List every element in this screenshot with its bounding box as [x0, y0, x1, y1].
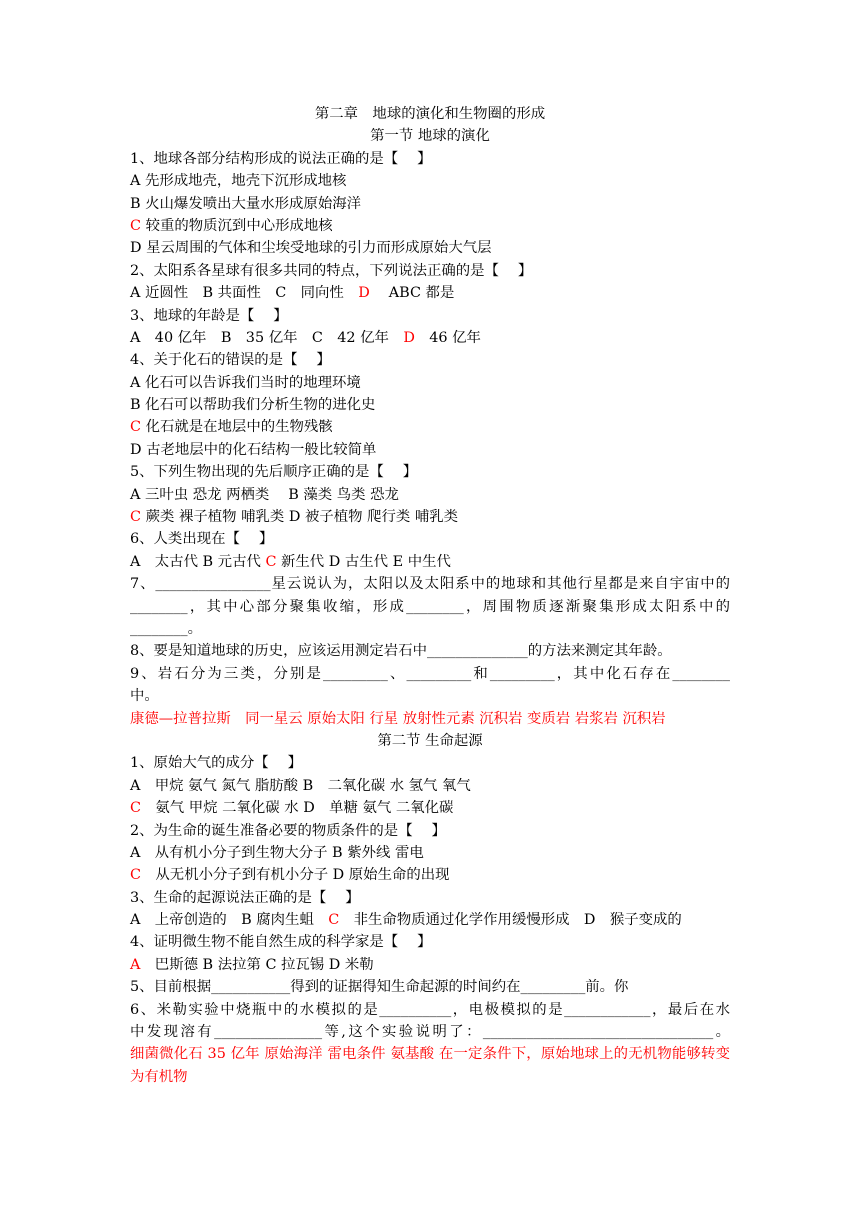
s1-q5-options-cd	[130, 506, 730, 528]
s1-q7-line3: ________。	[130, 620, 202, 637]
s1-q9-line2: 中。	[130, 688, 159, 705]
s1-q5-options-ab: A 三叶虫 恐龙 两栖类 B 藻类 鸟类 恐龙	[130, 486, 399, 503]
s2-q1-options-cd	[130, 797, 730, 819]
s2-q2-question: 2、为生命的诞生准备必要的物质条件的是【 】	[130, 822, 446, 839]
s1-q1-option-c-text: 较重的物质沉到中心形成地核	[141, 217, 333, 234]
s1-q4-answer-letter: C	[130, 419, 142, 436]
s1-q5-answer-letter: C	[130, 509, 142, 526]
s1-q7-line1: 7、________________星云说认为，太阳以及太阳系中的地球和其他行星都是来自宇宙中的	[130, 576, 730, 593]
s1-q4-option-c	[130, 416, 730, 438]
s2-q4-question: 4、证明微生物不能自然生成的科学家是【 】	[130, 934, 432, 951]
s2-q2-options-cd	[130, 864, 730, 886]
s1-q4-option-d: D 古老地层中的化石结构一般比较简单	[130, 441, 377, 458]
s1-q5-question: 5、下列生物出现的先后顺序正确的是【 】	[130, 464, 418, 481]
s1-q2-options-prefix: A 近圆性 B 共面性 C 同向性	[130, 285, 359, 302]
s1-q9-line1: 9、岩石分为三类，分别是_________、_________和_________，其中化石存在________	[130, 665, 730, 682]
s2-answers: 细菌微化石 35 亿年 原始海洋 雷电条件 氨基酸 在一定条件下，原始地球上的无机物能够转变为有机物	[130, 1046, 730, 1085]
s2-q6-line1: 6、米勒实验中烧瓶中的水模拟的是__________，电极模拟的是____________，最后在水	[130, 1001, 730, 1018]
s2-q6-line2: 中发现溶有_______________等,这个实验说明了：________________________________。	[130, 1024, 730, 1041]
s1-q3-options-prefix: A 40 亿年 B 35 亿年 C 42 亿年	[130, 329, 404, 346]
s2-q1-question: 1、原始大气的成分【 】	[130, 755, 303, 772]
s2-q3-question: 3、生命的起源说法正确的是【 】	[130, 889, 360, 906]
s1-q6-options	[130, 551, 730, 573]
s2-q5: 5、目前根据___________得到的证据得知生命起源的时间约在_________前。你	[130, 979, 629, 996]
s1-q2-options	[130, 282, 730, 304]
s2-q1-answer-letter: C	[130, 800, 142, 817]
s1-q6-question: 6、人类出现在【 】	[130, 531, 274, 548]
s2-q2-answer-letter: C	[130, 867, 142, 884]
s2-q3-answer-letter: C	[328, 912, 340, 929]
s1-q1-option-d: D 星云周围的气体和尘埃受地球的引力而形成原始大气层	[130, 240, 492, 257]
s1-q3-question: 3、地球的年龄是【 】	[130, 307, 288, 324]
s1-q1-answer-letter: C	[130, 217, 142, 234]
s1-q3-options-suffix: 46 亿年	[414, 329, 481, 346]
section2-title: 第二节 生命起源	[377, 732, 483, 749]
s1-q6-options-suffix: 新生代 D 古生代 E 中生代	[276, 553, 451, 570]
s1-q8: 8、要是知道地球的历史，应该运用测定岩石中______________的方法来测定其年龄。	[130, 643, 672, 660]
s1-q2-question: 2、太阳系各星球有很多共同的特点，下列说法正确的是【 】	[130, 262, 533, 279]
s1-q6-answer-letter: C	[265, 553, 277, 570]
s1-q4-question: 4、关于化石的错误的是【 】	[130, 352, 331, 369]
s2-q4-options	[130, 954, 730, 976]
s2-q3-options	[130, 909, 730, 931]
document-page	[130, 103, 730, 1088]
s1-q3-answer-letter: D	[403, 329, 415, 346]
s2-q4-answer-letter: A	[130, 956, 141, 973]
s1-q4-option-a: A 化石可以告诉我们当时的地理环境	[130, 374, 361, 391]
s2-q2-options-cd-text: 从无机小分子到有机小分子 D 原始生命的出现	[141, 867, 450, 884]
s1-q1-question: 1、地球各部分结构形成的说法正确的是【 】	[130, 150, 432, 167]
chapter-title: 第二章 地球的演化和生物圈的形成	[314, 106, 546, 122]
s1-q7-line2: ________，其中心部分聚集收缩，形成________，周围物质逐渐聚集形成太阳系中的	[130, 598, 730, 615]
s2-q1-options-cd-text: 氨气 甲烷 二氧化碳 水 D 单糖 氨气 二氧化碳	[141, 800, 454, 817]
s1-q1-option-c	[130, 215, 730, 237]
s2-q4-options-suffix: 巴斯德 B 法拉第 C 拉瓦锡 D 米勒	[140, 956, 374, 973]
s1-q1-option-b: B 火山爆发喷出大量水形成原始海洋	[130, 195, 362, 212]
s2-q2-options-ab: A 从有机小分子到生物大分子 B 紫外线 雷电	[130, 844, 424, 861]
s2-q3-options-prefix: A 上帝创造的 B 腐肉生蛆	[130, 912, 329, 929]
s1-q5-options-cd-text: 蕨类 裸子植物 哺乳类 D 被子植物 爬行类 哺乳类	[141, 509, 458, 526]
s1-q1-option-a: A 先形成地壳，地壳下沉形成地核	[130, 173, 347, 190]
s2-q1-options-ab: A 甲烷 氨气 氮气 脂肪酸 B 二氧化碳 水 氢气 氧气	[130, 777, 471, 794]
s2-q3-options-suffix: 非生命物质通过化学作用缓慢形成 D 猴子变成的	[339, 912, 682, 929]
s1-q2-options-suffix: ABC 都是	[369, 285, 455, 302]
s1-q4-option-c-text: 化石就是在地层中的生物残骸	[141, 419, 333, 436]
s1-q4-option-b: B 化石可以帮助我们分析生物的进化史	[130, 397, 376, 414]
s1-answers: 康德—拉普拉斯 同一星云 原始太阳 行星 放射性元素 沉积岩 变质岩 岩浆岩 沉积岩	[130, 710, 666, 727]
s1-q6-options-prefix: A 太古代 B 元古代	[130, 553, 266, 570]
s1-q3-options	[130, 327, 730, 349]
section1-title: 第一节 地球的演化	[370, 128, 490, 145]
s1-q2-answer-letter: D	[358, 285, 370, 302]
